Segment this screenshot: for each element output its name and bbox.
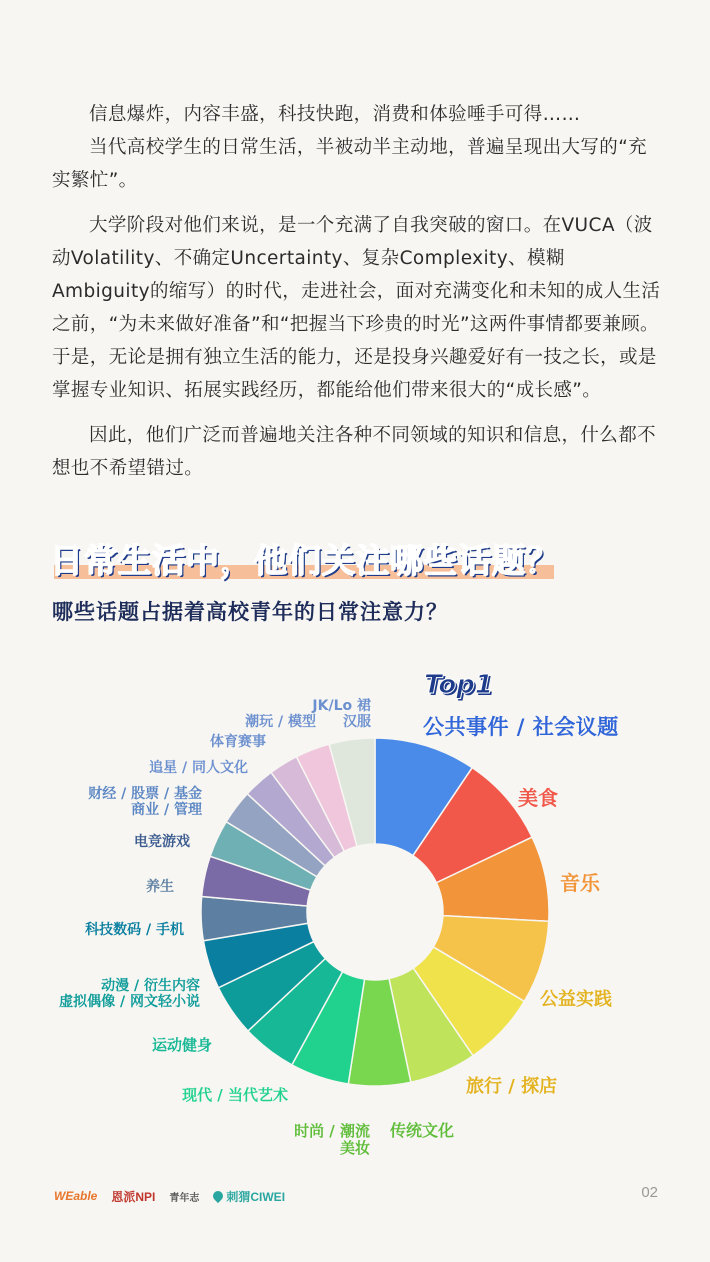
slice-label: 体育赛事 xyxy=(210,734,266,750)
intro-text xyxy=(52,98,662,497)
logo-youth: 青年志 xyxy=(169,1192,200,1204)
slice-label: 电竞游戏 xyxy=(134,834,190,850)
logo-npi: 恩派NPI xyxy=(111,1189,156,1204)
top1-badge: Top1 xyxy=(424,670,493,700)
hedgehog-drop-icon xyxy=(211,1189,225,1203)
intro-paragraph-2: 大学阶段对他们来说，是一个充满了自我突破的窗口。在VUCA（波动Volatility、不确定Uncertainty、复杂Complexity、模糊Ambiguity的缩写）的时代，走进社会，面对充满变化和未知的成人生活之前，“为未来做好准备”和“把握当下珍贵的时光”这两件事情都要兼顾。于是，无论是拥有独立生活的能力，还是投身兴趣爱好有一技之长，或是掌握专业知识、拓展实践经历，都能给他们带来很大的“成长感”。 xyxy=(52,215,661,401)
slice-label: 潮玩 / 模型 xyxy=(245,714,316,730)
intro-paragraph-3: 因此，他们广泛而普遍地关注各种不同领域的知识和信息，什么都不想也不希望错过。 xyxy=(52,425,657,479)
top1-label: 公共事件 / 社会议题 xyxy=(423,715,619,739)
slice-label: 虚拟偶像 / 网文轻小说 xyxy=(59,994,200,1010)
slice-label: 养生 xyxy=(146,879,174,895)
intro-line-1: 信息爆炸，内容丰盛，科技快跑，消费和体验唾手可得…… xyxy=(89,104,581,125)
slice-label: 美妆 xyxy=(339,1139,370,1157)
slice-label: 传统文化 xyxy=(390,1121,455,1140)
slice-label: 动漫 / 衍生内容 xyxy=(101,978,200,994)
subheadline: 哪些话题占据着高校青年的日常注意力？ xyxy=(52,600,448,624)
logo-ciwei xyxy=(213,1188,285,1205)
slice-label: 时尚 / 潮流 xyxy=(294,1122,370,1140)
headline-block xyxy=(50,535,560,582)
slice-label: 财经 / 股票 / 基金 xyxy=(88,786,202,802)
slice-label: 美食 xyxy=(518,786,558,810)
headline: 日常生活中，他们关注哪些话题？ xyxy=(50,541,560,580)
slice-label: 现代 / 当代艺术 xyxy=(182,1086,288,1104)
slice-label: 追星 / 同人文化 xyxy=(149,760,248,776)
slice-label: 运动健身 xyxy=(151,1036,212,1054)
page-number: 02 xyxy=(641,1184,658,1201)
slice-label: 音乐 xyxy=(560,871,600,895)
logo-ciwei-text: 刺猬CIWEI xyxy=(226,1189,286,1204)
slice-label: 科技数码 / 手机 xyxy=(85,922,184,938)
footer-logos xyxy=(54,1184,285,1208)
slice-label: 公益实践 xyxy=(540,989,612,1010)
slice-label: 商业 / 管理 xyxy=(131,802,202,818)
intro-line-2: 当代高校学生的日常生活，半被动半主动地，普遍呈现出大写的“充实繁忙”。 xyxy=(52,137,648,191)
slice-label: 旅行 / 探店 xyxy=(466,1076,558,1097)
logo-weable: WEable xyxy=(54,1189,98,1203)
slice-label: JK/Lo 裙 xyxy=(312,698,371,714)
slice-label: 汉服 xyxy=(343,714,371,730)
